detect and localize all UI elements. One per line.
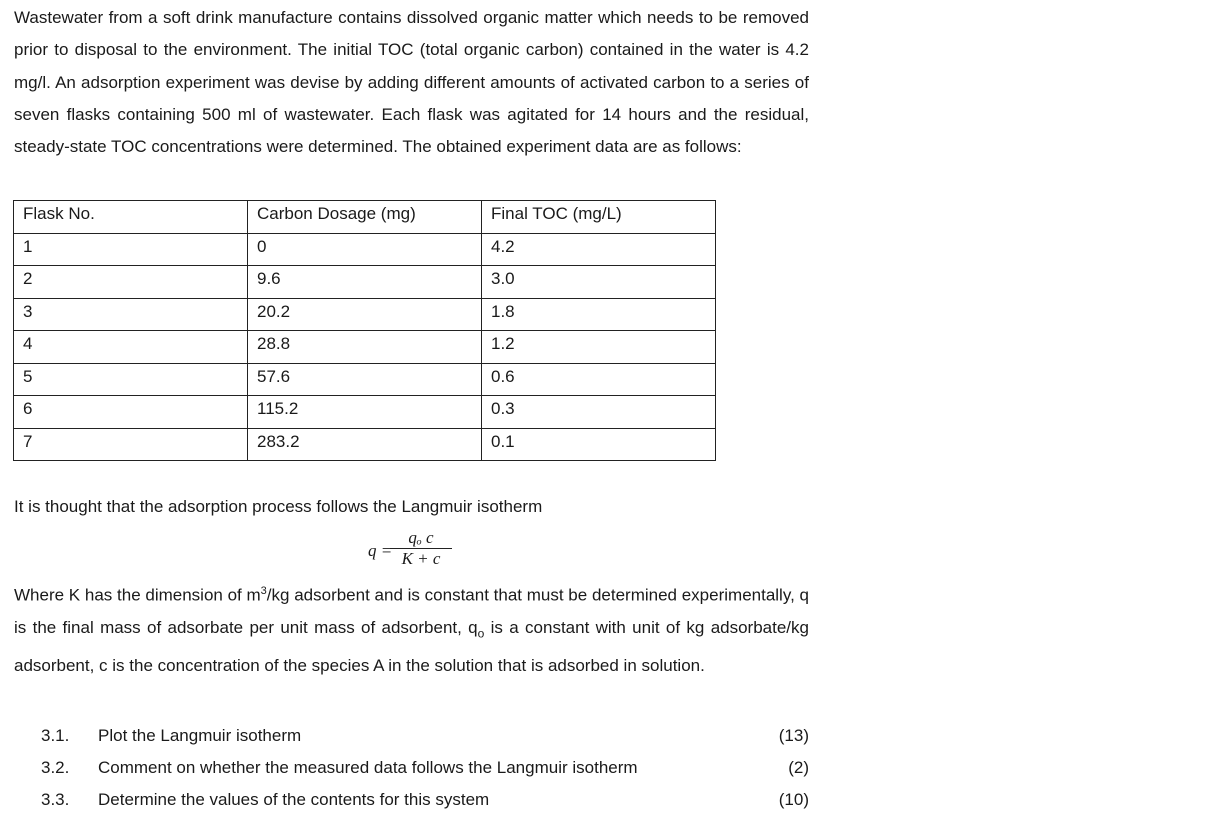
cell-flask: 5 bbox=[14, 363, 248, 396]
cell-toc: 1.2 bbox=[482, 331, 716, 364]
question-item bbox=[41, 790, 809, 814]
table-row bbox=[14, 266, 716, 299]
question-number: 3.1. bbox=[41, 726, 70, 745]
definitions-part-2: /kg adsorbent and is constant that must be determined experimentally, q is the final mass of adsorbate per unit mass of adsorbent, q bbox=[14, 585, 809, 637]
cubic-superscript: 3 bbox=[260, 585, 267, 597]
question-text: Determine the values of the contents for this system bbox=[98, 790, 490, 809]
header-flask-no: Flask No. bbox=[14, 201, 248, 234]
question-marks: (2) bbox=[788, 758, 809, 777]
table-body bbox=[14, 201, 716, 461]
cell-flask: 1 bbox=[14, 233, 248, 266]
question-marks: (10) bbox=[778, 790, 809, 809]
cell-toc: 0.3 bbox=[482, 396, 716, 429]
header-final-toc: Final TOC (mg/L) bbox=[482, 201, 716, 234]
cell-flask: 7 bbox=[14, 428, 248, 461]
cell-dosage: 28.8 bbox=[248, 331, 482, 364]
equation-fraction bbox=[390, 528, 452, 569]
question-item bbox=[41, 758, 809, 782]
table-row bbox=[14, 363, 716, 396]
table-row bbox=[14, 331, 716, 364]
definitions-part-3: is a constant with unit of kg adsorbate/kg adsorbent, c is the concentration of the species A in the solution that is adsorbed in solution. bbox=[14, 617, 809, 675]
table-row bbox=[14, 428, 716, 461]
cell-toc: 1.8 bbox=[482, 298, 716, 331]
cell-toc: 0.6 bbox=[482, 363, 716, 396]
question-number: 3.2. bbox=[41, 758, 70, 777]
cell-dosage: 9.6 bbox=[248, 266, 482, 299]
cell-toc: 4.2 bbox=[482, 233, 716, 266]
qo-subscript: o bbox=[477, 626, 485, 641]
question-text: Plot the Langmuir isotherm bbox=[98, 726, 302, 745]
cell-dosage: 0 bbox=[248, 233, 482, 266]
question-item bbox=[41, 726, 809, 750]
cell-dosage: 115.2 bbox=[248, 396, 482, 429]
definitions-paragraph bbox=[14, 575, 809, 682]
table-row bbox=[14, 233, 716, 266]
cell-toc: 0.1 bbox=[482, 428, 716, 461]
equation-numerator: qₒ c bbox=[390, 528, 452, 549]
header-carbon-dosage: Carbon Dosage (mg) bbox=[248, 201, 482, 234]
equation-lhs: q = bbox=[368, 541, 393, 560]
cell-flask: 4 bbox=[14, 331, 248, 364]
equation-denominator: K + c bbox=[401, 549, 441, 568]
table-row bbox=[14, 298, 716, 331]
cell-dosage: 283.2 bbox=[248, 428, 482, 461]
cell-dosage: 57.6 bbox=[248, 363, 482, 396]
cell-flask: 3 bbox=[14, 298, 248, 331]
cell-flask: 6 bbox=[14, 396, 248, 429]
cell-dosage: 20.2 bbox=[248, 298, 482, 331]
definitions-part-1: Where K has the dimension of m bbox=[14, 585, 261, 605]
table-row bbox=[14, 396, 716, 429]
intro-paragraph: Wastewater from a soft drink manufacture contains dissolved organic matter which needs to be removed prior to disposal to the environment. The initial TOC (total organic carbon) contained in the water is 4.2 mg/l. An adsorption experiment was devise by adding different amounts of activated carbon to a series of seven flasks containing 500 ml of wastewater. Each flask was agitated for 14 hours and the residual, steady-state TOC concentrations were determined. The obtained experiment data are as follows: bbox=[14, 8, 809, 157]
cell-toc: 3.0 bbox=[482, 266, 716, 299]
experiment-data-table bbox=[13, 200, 716, 461]
question-marks: (13) bbox=[778, 726, 809, 745]
table-header-row bbox=[14, 201, 716, 234]
question-text: Comment on whether the measured data follows the Langmuir isotherm bbox=[98, 758, 638, 777]
question-number: 3.3. bbox=[41, 790, 70, 809]
langmuir-intro-text: It is thought that the adsorption process follows the Langmuir isotherm bbox=[14, 497, 543, 516]
cell-flask: 2 bbox=[14, 266, 248, 299]
